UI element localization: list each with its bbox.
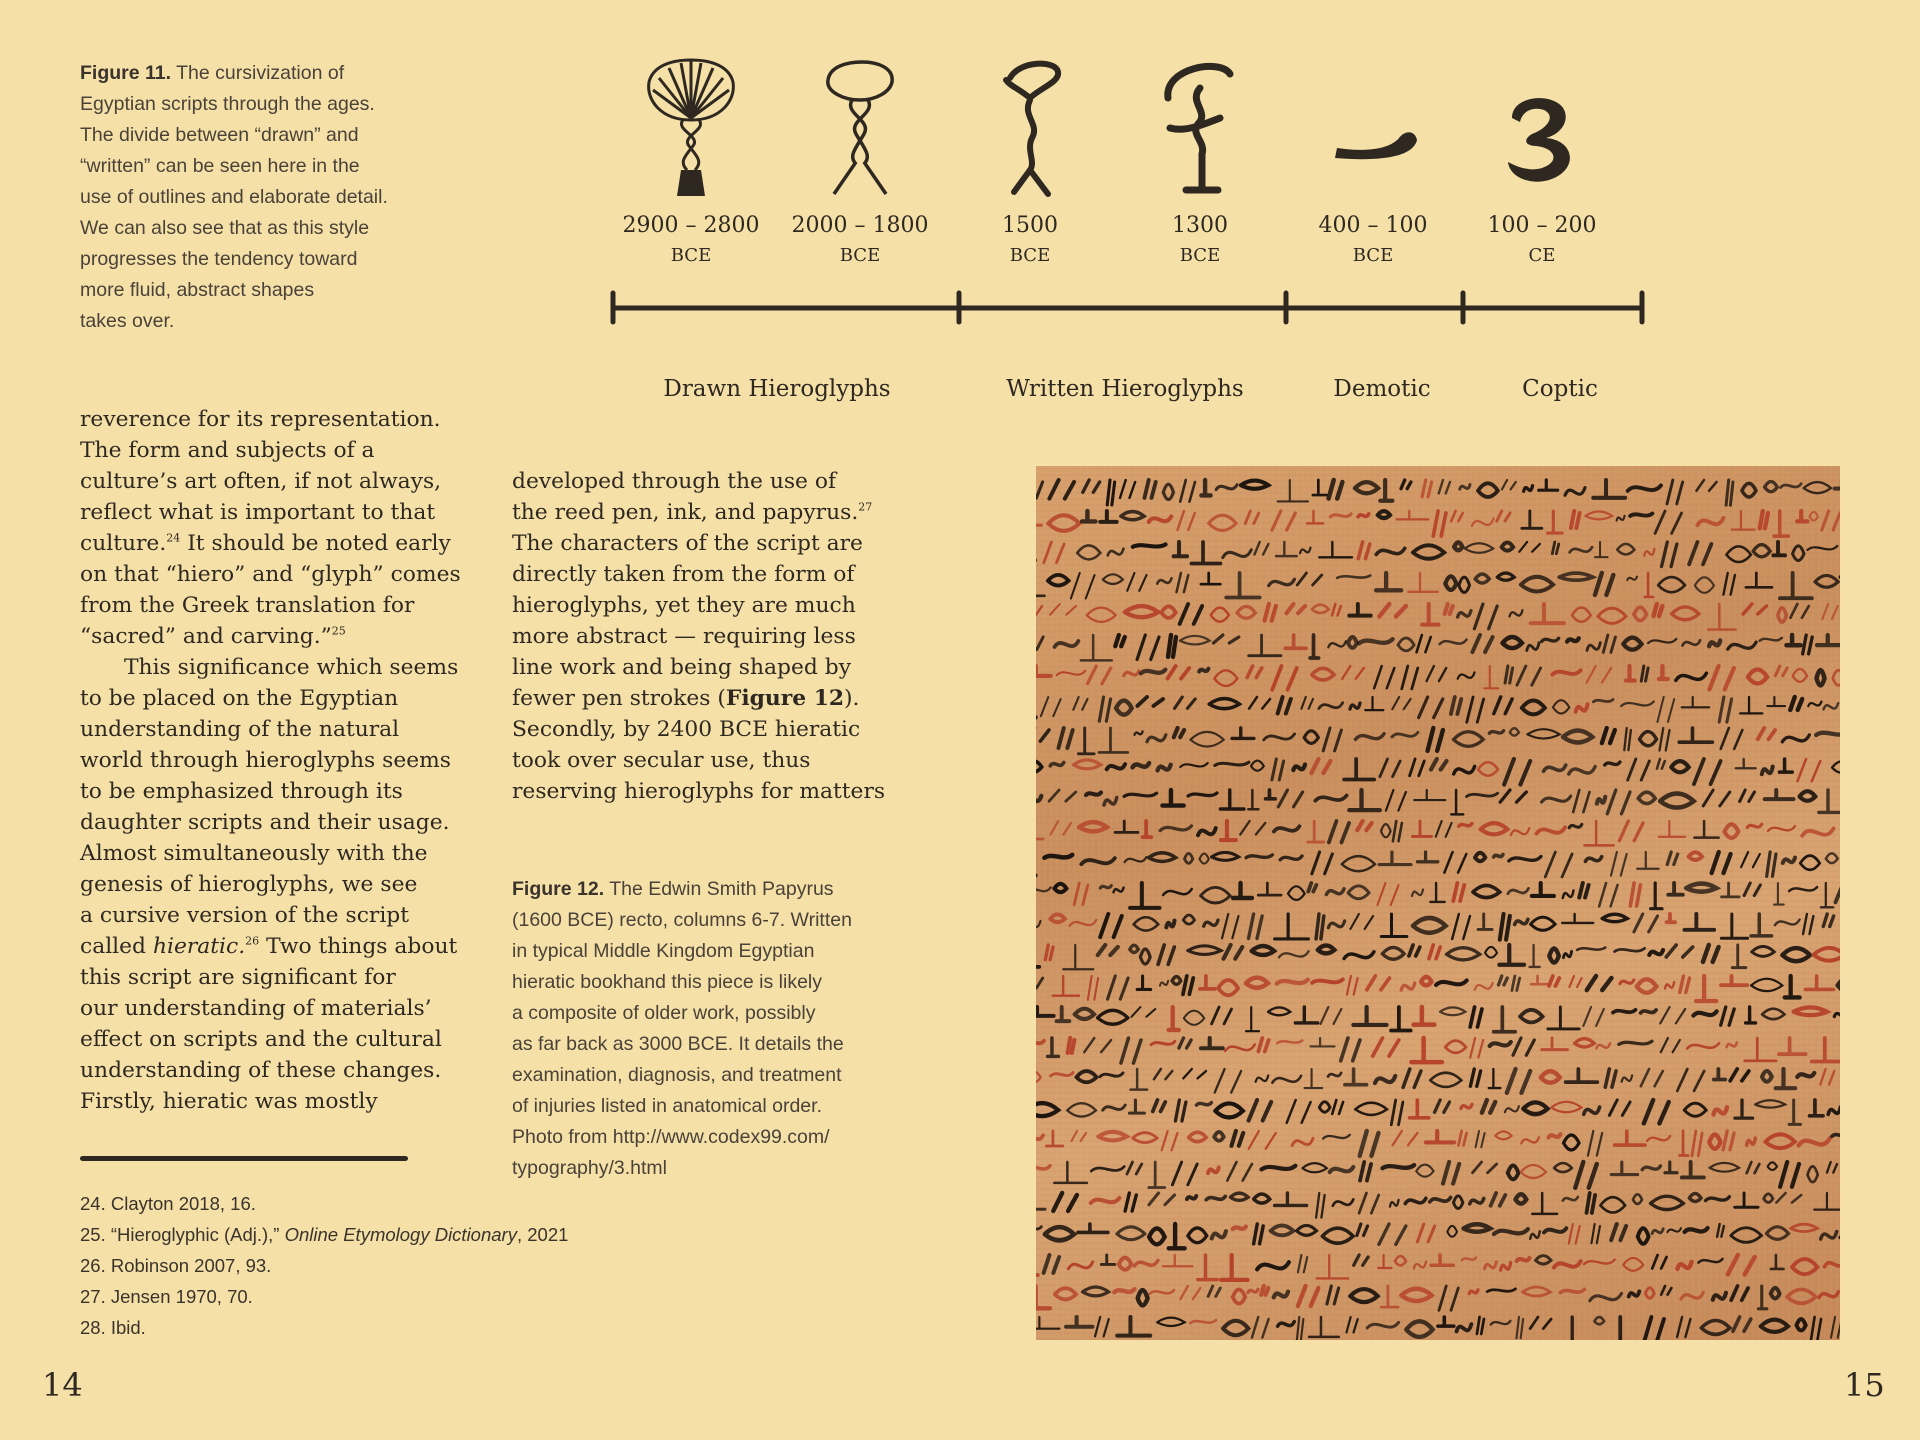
hieratic-stroke <box>1086 793 1101 796</box>
body-column-1 <box>80 404 480 1117</box>
hieratic-stroke <box>1044 855 1072 858</box>
demotic-glyph <box>1313 58 1433 200</box>
outlined-flower-glyph <box>800 58 920 200</box>
text-line: reserving hieroglyphs for matters <box>512 779 886 804</box>
timeline-date: 100 – 200 CE <box>1442 211 1642 271</box>
hieratic-stroke <box>1293 765 1305 771</box>
footnote-ref-27[interactable]: 27 <box>858 500 873 514</box>
hieratic-stroke <box>1050 762 1063 765</box>
footnote-27: 27. Jensen 1970, 70. <box>80 1286 253 1307</box>
hieratic-stroke <box>1593 699 1613 701</box>
figure-11-line: takes over. <box>80 310 175 332</box>
stage-coptic: Coptic <box>1522 376 1598 402</box>
text-line: developed through the use of <box>512 469 837 494</box>
text-line: understanding of the natural <box>80 717 400 742</box>
text-line: culture’s art often, if not always, <box>80 469 442 494</box>
text-line: directly taken from the form of <box>512 562 855 587</box>
text-line: understanding of these changes. <box>80 1058 442 1083</box>
footnote-24: 24. Clayton 2018, 16. <box>80 1193 256 1214</box>
timeline-era: BCE <box>1352 245 1394 266</box>
hieratic-stroke <box>1542 638 1559 641</box>
figure-12-reference[interactable]: Figure 12 <box>725 686 845 711</box>
footnote-ref-24[interactable]: 24 <box>166 531 181 545</box>
hieratic-stroke <box>1641 1010 1656 1013</box>
page-number-left: 14 <box>42 1366 83 1404</box>
hieratic-stroke <box>1330 514 1351 517</box>
text-line: reflect what is important to that <box>80 500 436 525</box>
hieratic-stroke <box>1197 1103 1212 1106</box>
stage-drawn-hieroglyphs: Drawn Hieroglyphs <box>663 376 891 402</box>
text-line: called hieratic.$^{26}$ Two things about <box>80 934 458 959</box>
hieratic-stroke <box>1187 1196 1196 1199</box>
hieratic-stroke <box>1490 1042 1511 1046</box>
hieratic-stroke <box>1560 1289 1584 1292</box>
figure-11-line: use of outlines and elaborate detail. <box>80 186 388 208</box>
timeline-date: 1300 BCE <box>1100 211 1300 271</box>
figure-12-line: as far back as 3000 BCE. It details the <box>512 1033 844 1055</box>
text-line: daughter scripts and their usage. <box>80 810 450 835</box>
hieratic-stroke <box>1358 514 1369 517</box>
text-line: hieroglyphs, yet they are much <box>512 593 856 618</box>
text-line: The characters of the script are <box>512 531 863 556</box>
text-line: to be emphasized through its <box>80 779 403 804</box>
timeline-date: 1500 BCE <box>930 211 1130 271</box>
figure-12-line: of injuries listed in anatomical order. <box>512 1095 822 1117</box>
written-flower-glyph <box>970 58 1090 200</box>
text-line: genesis of hieroglyphs, we see <box>80 872 418 897</box>
text-line: from the Greek translation for <box>80 593 415 618</box>
hieratic-stroke <box>1549 1134 1561 1137</box>
footnote-28: 28. Ibid. <box>80 1317 146 1338</box>
text-line: world through hieroglyphs seems <box>80 748 451 773</box>
coptic-glyph <box>1482 58 1602 200</box>
hieratic-stroke <box>1233 1227 1246 1230</box>
hieratic-stroke <box>1133 763 1150 767</box>
papyrus-flower-glyph <box>631 58 751 200</box>
hieratic-stroke <box>1261 1286 1268 1295</box>
hieratic-stroke <box>1489 731 1503 734</box>
figure-12-link[interactable]: typography/3.html <box>512 1157 668 1179</box>
figure-12-line: a composite of older work, possibly <box>512 1002 816 1024</box>
hieratic-stroke <box>1685 1228 1708 1232</box>
figure-12-line: (1600 BCE) recto, columns 6-7. Written <box>512 909 852 931</box>
figure-11-line: progresses the tendency toward <box>80 248 358 270</box>
hieratic-stroke <box>1312 979 1343 982</box>
figure-12-line: in typical Middle Kingdom Egyptian <box>512 940 815 962</box>
hieratic-stroke <box>1277 1041 1302 1044</box>
hieratic-stroke <box>1277 980 1308 984</box>
timeline-date: 400 – 100 BCE <box>1273 211 1473 271</box>
figure-11-line: The divide between “drawn” and <box>80 124 359 146</box>
hieratic-stroke <box>1141 670 1165 674</box>
page-number-right: 15 <box>1844 1366 1885 1404</box>
figure-11-line: We can also see that as this style <box>80 217 370 239</box>
footnote-25: 25. “Hieroglyphic (Adj.),” Online Etymology Dictionary, 2021 <box>80 1224 569 1245</box>
timeline-era: BCE <box>839 245 881 266</box>
hieratic-stroke <box>1206 1196 1225 1199</box>
hieratic-stroke <box>1567 638 1579 641</box>
hieratic-stroke <box>1577 947 1605 949</box>
stage-written-hieroglyphs: Written Hieroglyphs <box>1006 376 1244 402</box>
text-line: took over secular use, thus <box>512 748 811 773</box>
hieratic-stroke <box>1462 1258 1476 1261</box>
hieratic-stroke <box>1459 824 1472 827</box>
figure-11-label: Figure 11. <box>80 62 172 84</box>
timeline-date: 2000 – 1800 BCE <box>760 211 960 271</box>
hieratic-stroke <box>1261 1166 1295 1170</box>
hieratic-stroke <box>1747 824 1762 827</box>
hieratic-stroke <box>1569 824 1582 827</box>
figure-11-line: Egyptian scripts through the ages. <box>80 93 375 115</box>
hieratic-stroke <box>1114 1289 1134 1292</box>
footnote-divider <box>80 1156 408 1161</box>
text-line: fewer pen strokes (Figure 12). <box>512 686 860 711</box>
text-line: a cursive version of the script <box>80 903 410 928</box>
text-line: line work and being shaped by <box>512 655 852 680</box>
hieratic-stroke <box>1248 1289 1258 1292</box>
hieratic-stroke <box>1199 669 1208 672</box>
hieratic-stroke <box>1613 1010 1636 1013</box>
figure-12-caption: Figure 12. The Edwin Smith Papyrus (1600 BCE) recto, columns 6-7. Written in typical Middle Kingdom Egyptian hieratic bookhand this piece is likely a composite of older work, possibly as far back as 3000 BCE. It details the examination, diagnosis, and treatment of injuries listed in anatomical order. Photo from http://www.codex99.com/ typography/3.html <box>512 878 852 1179</box>
text-line: our understanding of materials’ <box>80 996 432 1021</box>
footnote-ref-25[interactable]: 25 <box>331 624 346 638</box>
text-line: Firstly, hieratic was mostly <box>80 1089 378 1114</box>
timeline-era: BCE <box>670 245 712 266</box>
hieratic-stroke <box>1630 513 1652 515</box>
hieratic-stroke <box>1709 641 1720 647</box>
text-line: The form and subjects of a <box>80 438 375 463</box>
text-line: effect on scripts and the cultural <box>80 1027 442 1052</box>
figure-12-line: examination, diagnosis, and treatment <box>512 1064 842 1086</box>
hieratic-stroke <box>1246 855 1272 858</box>
footnote-ref-26[interactable]: 26 <box>245 934 260 948</box>
hieratic-stroke <box>1494 854 1503 856</box>
footnotes <box>80 1188 680 1343</box>
timeline-era: BCE <box>1179 245 1221 266</box>
figure-12-link[interactable]: Photo from http://www.codex99.com/ <box>512 1126 830 1148</box>
text-line: culture.$^{24}$ It should be noted early <box>80 531 451 556</box>
text-line: “sacred” and carving.”$^{25}$ <box>80 624 346 649</box>
figure-11-line: “written” can be seen here in the <box>80 155 360 177</box>
hieratic-stroke <box>1337 575 1370 577</box>
text-line: the reed pen, ink, and papyrus.$^{27}$ <box>512 500 873 525</box>
hieratic-stroke <box>1797 1073 1814 1077</box>
hieratic-stroke <box>1036 1041 1044 1044</box>
figure-12-line: hieratic bookhand this piece is likely <box>512 971 823 993</box>
footnote-26: 26. Robinson 2007, 93. <box>80 1255 272 1276</box>
timeline-era: BCE <box>1009 245 1051 266</box>
timeline-date: 2900 – 2800 BCE <box>591 211 791 271</box>
figure-12-label: Figure 12. <box>512 878 605 900</box>
hieratic-stroke <box>1832 1134 1840 1137</box>
hieratic-stroke <box>1133 544 1166 546</box>
text-line: this script are significant for <box>80 965 396 990</box>
text-line: Almost simultaneously with the <box>80 841 428 866</box>
hieratic-stroke <box>1469 1290 1478 1294</box>
edwin-smith-papyrus-image <box>1036 466 1840 1340</box>
text-line: to be placed on the Egyptian <box>80 686 399 711</box>
figure-11-line: more fluid, abstract shapes <box>80 279 315 301</box>
figure-11-caption <box>80 58 430 337</box>
text-line: on that “hiero” and “glyph” comes <box>80 562 461 587</box>
text-line: Secondly, by 2400 BCE hieratic <box>512 717 861 742</box>
stage-demotic: Demotic <box>1333 376 1431 402</box>
figure-11-line: The cursivization of <box>176 62 345 84</box>
text-line: more abstract — requiring less <box>512 624 856 649</box>
hieratic-stroke <box>1605 762 1620 765</box>
hieratic-stroke <box>1517 1258 1530 1261</box>
hieratic-stroke <box>1100 886 1111 889</box>
body-column-2 <box>512 466 912 807</box>
hieratic-glyph <box>1140 58 1260 200</box>
timeline-era: CE <box>1528 245 1556 266</box>
text-line: This significance which seems <box>124 655 459 680</box>
hieratic-stroke <box>1382 1165 1414 1168</box>
text-line: reverence for its representation. <box>80 407 441 432</box>
